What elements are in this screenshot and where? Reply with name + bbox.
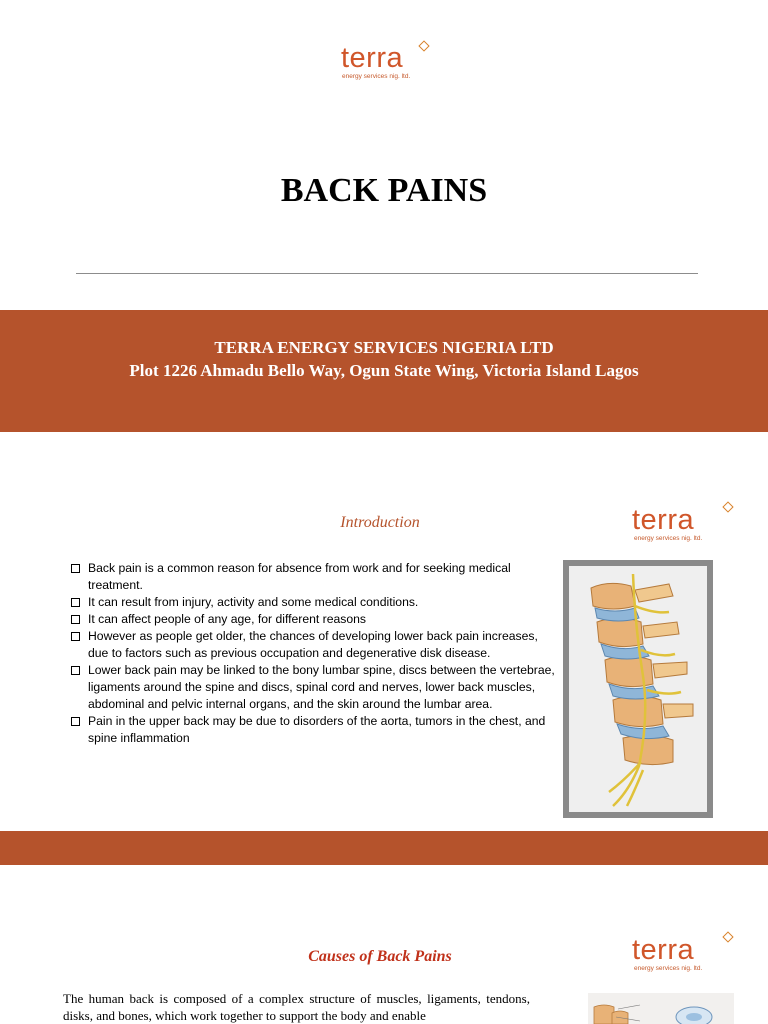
logo-word: terra	[632, 934, 695, 966]
checkbox-bullet-icon	[71, 615, 80, 624]
section-divider-band	[0, 831, 768, 865]
lumbar-spine-image	[569, 566, 707, 812]
bullet-text: Back pain is a common reason for absence from work and for seeking medical treatment.	[88, 561, 511, 592]
bullet-text: It can result from injury, activity and some medical conditions.	[88, 595, 419, 609]
list-item	[70, 662, 555, 713]
company-address: Plot 1226 Ahmadu Bello Way, Ogun State Wing, Victoria Island Lagos	[129, 361, 639, 380]
introduction-title: Introduction	[340, 514, 420, 531]
terra-logo	[341, 44, 410, 81]
checkbox-bullet-icon	[71, 717, 80, 726]
divider-line	[76, 273, 698, 274]
terra-logo	[632, 936, 702, 973]
logo-tagline: energy services nig. ltd.	[342, 73, 411, 80]
checkbox-bullet-icon	[71, 598, 80, 607]
causes-title: Causes of Back Pains	[308, 948, 452, 965]
logo-word: terra	[632, 504, 695, 536]
list-item	[70, 713, 555, 747]
bullet-text: It can affect people of any age, for different reasons	[88, 612, 367, 626]
bullet-text: Lower back pain may be linked to the bony lumbar spine, discs between the vertebrae, ligaments around the spine and discs, spinal cord and nerves, lower back muscles, abdominal and pelvic internal organs, and the skin around the lumbar area.	[88, 663, 555, 711]
list-item	[70, 628, 555, 662]
list-item	[70, 560, 555, 594]
terra-logo	[632, 506, 702, 543]
slide-title: BACK PAINS	[280, 172, 488, 209]
title-slide	[0, 0, 768, 432]
logo-diamond-icon	[722, 931, 733, 942]
checkbox-bullet-icon	[71, 666, 80, 675]
checkbox-bullet-icon	[71, 564, 80, 573]
bullet-text: However as people get older, the chances of developing lower back pain increases, due to factors such as previous occupation and degenerative disk disease.	[88, 629, 538, 660]
bullet-text: Pain in the upper back may be due to disorders of the aorta, tumors in the chest, and spine inflammation	[88, 714, 546, 745]
list-item	[70, 594, 555, 611]
company-name: TERRA ENERGY SERVICES NIGERIA LTD	[214, 338, 554, 357]
logo-word: terra	[341, 42, 404, 74]
logo-diamond-icon	[418, 40, 429, 51]
introduction-bullet-list	[70, 560, 555, 747]
checkbox-bullet-icon	[71, 632, 80, 641]
company-banner	[0, 310, 768, 432]
spine-illustration	[563, 560, 713, 818]
logo-tagline: energy services nig. ltd.	[634, 535, 703, 542]
logo-tagline: energy services nig. ltd.	[634, 965, 703, 972]
logo-diamond-icon	[722, 501, 733, 512]
spine-disc-diagram	[588, 993, 734, 1024]
causes-paragraph: The human back is composed of a complex structure of muscles, ligaments, tendons, disks, and bones, which work together to support the body and enable	[63, 991, 530, 1023]
list-item	[70, 611, 555, 628]
spine-diagram-thumbnail	[588, 993, 734, 1024]
